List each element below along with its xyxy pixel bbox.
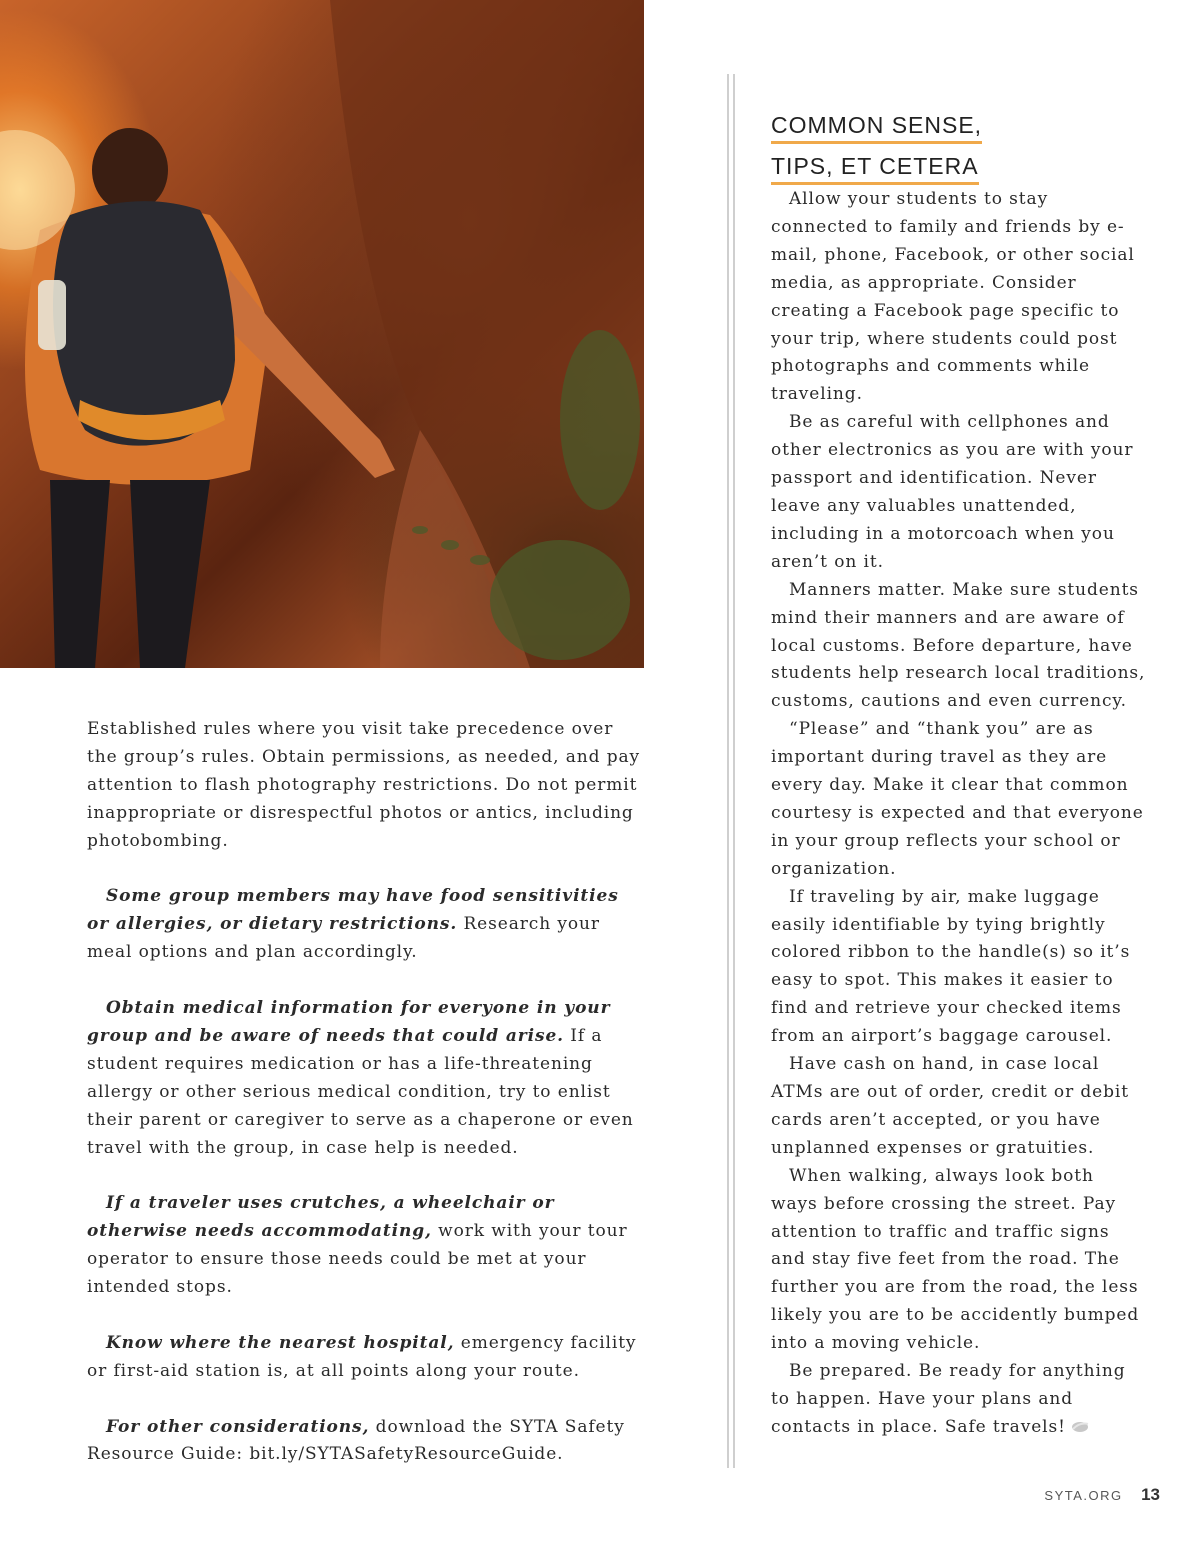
tip-paragraph: When walking, always look both ways before crossing the street. Pay attention to traffic and traffic signs and stay five feet from the road. The further you are from the road, the less likely you are to be accidently bumped into a moving vehicle. (771, 1165, 1140, 1354)
paragraph-rules: Established rules where you visit take precedence over the group’s rules. Obtain permissions, as needed, and pay attention to flash photography restrictions. Do not permit inappropriate or disrespectful photos or antics, including photobombing. (87, 719, 641, 851)
paragraph-resources (87, 1414, 647, 1470)
body-accessibility: work with your tour operator to ensure those needs could be met at your intended stops. (87, 1221, 628, 1298)
paragraph-food (87, 883, 647, 967)
tip-paragraph: If traveling by air, make luggage easily identifiable by tying brightly colored ribbon to the handle(s) so it’s easy to spot. This makes it easier to find and retrieve your checked items from an airport’s baggage carousel. (771, 886, 1131, 1047)
column-divider (727, 74, 735, 1468)
left-column (87, 716, 647, 1497)
heading-line-1: COMMON SENSE, (771, 109, 982, 144)
heading-line-2: TIPS, ET CETERA (771, 150, 979, 185)
section-heading (771, 107, 982, 189)
body-hospital: emergency facility or first-aid station is, at all points along your route. (87, 1332, 637, 1381)
lead-medical: Obtain medical information for everyone in your group and be aware of needs that could arise. (87, 998, 611, 1046)
page-number: 13 (1141, 1485, 1160, 1504)
paragraph-medical (87, 995, 647, 1162)
paragraph-accessibility (87, 1190, 647, 1302)
tip-paragraph: Be as careful with cellphones and other electronics as you are with your passport and identification. Never leave any valuables unattended, including in a motorcoach when you aren’t on it. (771, 412, 1134, 572)
body-resources: download the SYTA Safety Resource Guide: bit.ly/SYTASafetyResourceGuide. (87, 1416, 625, 1465)
footer-site: SYTA.ORG (1044, 1488, 1123, 1503)
lead-food: Some group members may have food sensitivities or allergies, or dietary restrictions. (87, 886, 619, 935)
body-food: Research your meal options and plan accordingly. (87, 914, 600, 963)
tip-paragraph: Manners matter. Make sure students mind their manners and are aware of local customs. Before departure, have students help research local traditions, customs, cautions and even currency. (771, 579, 1146, 712)
syta-logo-icon (1070, 1420, 1090, 1434)
lead-accessibility: If a traveler uses crutches, a wheelchair or otherwise needs accommodating, (87, 1193, 555, 1242)
tip-paragraph: Allow your students to stay connected to family and friends by e-mail, phone, Facebook, or other social media, as appropriate. Consider creating a Facebook page specific to your trip, where students could post photographs and comments while traveling. (771, 189, 1135, 405)
hiker-illustration (0, 0, 644, 668)
tip-paragraph: Have cash on hand, in case local ATMs are out of order, credit or debit cards aren’t accepted, or you have unplanned expenses or gratuities. (771, 1054, 1129, 1158)
page-footer (1044, 1485, 1160, 1505)
body-medical: If a student requires medication or has a life-threatening allergy or other serious medical condition, try to enlist their parent or caregiver to serve as a chaperone or even travel with the group, in case help is needed. (87, 1025, 634, 1158)
final-tip-text: Be prepared. Be ready for anything to happen. Have your plans and contacts in place. Safe travels! (771, 1361, 1126, 1437)
hiker-photo (0, 0, 644, 668)
tip-paragraph-last (771, 1358, 1146, 1442)
right-column (771, 186, 1146, 1442)
lead-resources: For other considerations, (106, 1416, 370, 1437)
lead-hospital: Know where the nearest hospital, (106, 1332, 455, 1353)
tip-paragraph: “Please” and “thank you” are as important during travel as they are every day. Make it clear that common courtesy is expected and that everyone in your group reflects your school or organization. (771, 719, 1144, 879)
paragraph-hospital (87, 1330, 647, 1386)
